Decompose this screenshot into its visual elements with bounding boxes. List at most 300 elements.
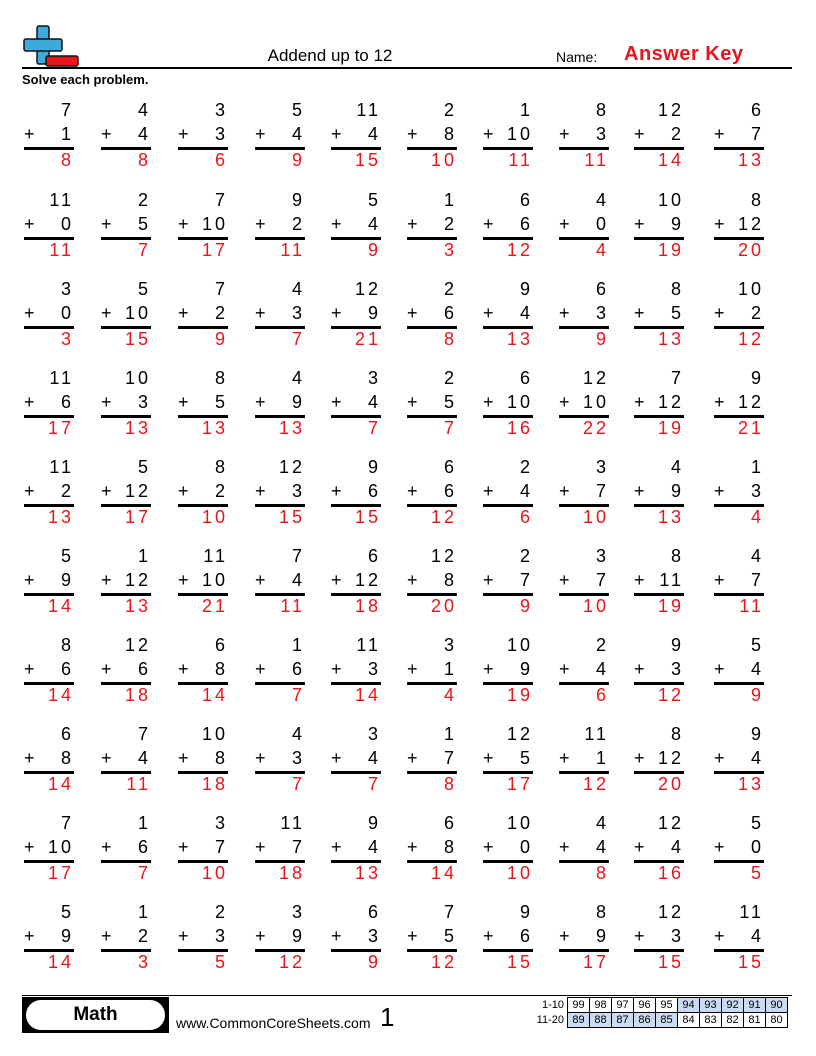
problem-answer: 14 — [430, 863, 457, 883]
problem — [178, 100, 228, 180]
problem-answer: 14 — [47, 596, 74, 616]
problem-top-addend: 4 — [595, 190, 609, 210]
score-cell: 92 — [722, 998, 744, 1013]
problem-answer: 11 — [280, 240, 305, 260]
plus-sign: + — [24, 926, 38, 946]
problem-answer: 10 — [430, 150, 457, 170]
problem-bottom-addend: 5 — [670, 303, 684, 323]
problem — [714, 100, 764, 180]
problem — [483, 190, 533, 270]
plus-sign: + — [101, 392, 115, 412]
plus-sign: + — [331, 392, 345, 412]
problem-answer: 8 — [137, 150, 151, 170]
problem-top-addend: 6 — [367, 902, 381, 922]
problem-answer: 6 — [214, 150, 228, 170]
plus-sign: + — [255, 392, 269, 412]
problem-answer: 3 — [443, 240, 457, 260]
problem — [178, 279, 228, 359]
problem-bottom-addend: 4 — [519, 481, 533, 501]
problem-answer: 15 — [657, 952, 684, 972]
plus-sign: + — [407, 214, 421, 234]
problem-bottom-addend: 3 — [670, 659, 684, 679]
problem — [255, 279, 305, 359]
problem-top-addend: 1 — [519, 100, 533, 120]
problem-bottom-addend: 9 — [291, 392, 305, 412]
problem-bottom-addend: 9 — [519, 659, 533, 679]
plus-sign: + — [483, 926, 497, 946]
problem-answer: 5 — [214, 952, 228, 972]
problem-bottom-addend: 8 — [60, 748, 74, 768]
problem-bottom-addend: 3 — [595, 303, 609, 323]
problem-bottom-addend: 3 — [214, 124, 228, 144]
plus-sign: + — [407, 303, 421, 323]
problem-top-addend: 4 — [137, 100, 151, 120]
plus-sign: + — [634, 570, 648, 590]
problem — [101, 279, 151, 359]
problem-answer: 14 — [47, 952, 74, 972]
problem-answer: 9 — [291, 150, 305, 170]
problem-bottom-addend: 0 — [519, 837, 533, 857]
plus-sign: + — [634, 926, 648, 946]
problem-bottom-addend: 10 — [506, 392, 533, 412]
problem-bottom-addend: 6 — [137, 837, 151, 857]
problem-bottom-addend: 9 — [670, 481, 684, 501]
plus-sign: + — [407, 748, 421, 768]
problem-bottom-addend: 9 — [670, 214, 684, 234]
score-cell: 86 — [634, 1013, 656, 1028]
problem-bottom-addend: 2 — [60, 481, 74, 501]
plus-sign: + — [483, 303, 497, 323]
problem-top-addend: 8 — [595, 100, 609, 120]
problem-answer: 9 — [750, 685, 764, 705]
plus-sign: + — [101, 481, 115, 501]
problem-answer: 15 — [506, 952, 533, 972]
problem — [559, 100, 609, 180]
problem — [559, 190, 609, 270]
problem-top-addend: 4 — [595, 813, 609, 833]
problem-bottom-addend: 7 — [443, 748, 457, 768]
score-cell: 96 — [634, 998, 656, 1013]
problem-answer: 9 — [519, 596, 533, 616]
problem-answer: 13 — [201, 418, 228, 438]
problem-answer: 14 — [354, 685, 381, 705]
plus-sign: + — [634, 392, 648, 412]
problem-top-addend: 8 — [670, 724, 684, 744]
problem-answer: 5 — [750, 863, 764, 883]
problem-bottom-addend: 6 — [519, 214, 533, 234]
score-row-label: 11-20 — [536, 1014, 564, 1026]
problem-bottom-addend: 4 — [291, 124, 305, 144]
subject-label: Math — [26, 1000, 165, 1030]
problem-top-addend: 7 — [670, 368, 684, 388]
plus-sign: + — [178, 659, 192, 679]
plus-sign: + — [255, 481, 269, 501]
problem-answer: 8 — [595, 863, 609, 883]
problem-answer: 19 — [506, 685, 533, 705]
score-row — [528, 1013, 788, 1028]
problem-top-addend: 11 — [356, 635, 381, 655]
problem — [559, 457, 609, 537]
score-cell: 90 — [766, 998, 788, 1013]
problem-top-addend: 1 — [750, 457, 764, 477]
problem-bottom-addend: 12 — [657, 392, 684, 412]
plus-sign: + — [178, 837, 192, 857]
problem-bottom-addend: 3 — [595, 124, 609, 144]
problem-answer: 15 — [737, 952, 764, 972]
problem — [483, 902, 533, 982]
plus-sign: + — [255, 214, 269, 234]
plus-sign: + — [255, 926, 269, 946]
problem-bottom-addend: 7 — [750, 124, 764, 144]
problem — [407, 457, 457, 537]
problem-top-addend: 8 — [750, 190, 764, 210]
problem-top-addend: 5 — [137, 457, 151, 477]
problem-answer: 9 — [367, 952, 381, 972]
problem-answer: 12 — [737, 329, 764, 349]
problem-bottom-addend: 1 — [443, 659, 457, 679]
problem-answer: 8 — [443, 774, 457, 794]
problem-answer: 15 — [354, 507, 381, 527]
plus-sign: + — [483, 392, 497, 412]
problem-bottom-addend: 12 — [657, 748, 684, 768]
problem-answer: 7 — [291, 329, 305, 349]
problem-top-addend: 11 — [280, 813, 305, 833]
problem-bottom-addend: 9 — [60, 570, 74, 590]
problem-answer: 9 — [595, 329, 609, 349]
problem-answer: 19 — [657, 240, 684, 260]
problem-answer: 11 — [126, 774, 151, 794]
problem — [178, 190, 228, 270]
score-table — [528, 997, 788, 1028]
problem-top-addend: 5 — [750, 813, 764, 833]
problem-top-addend: 4 — [291, 724, 305, 744]
plus-sign: + — [178, 481, 192, 501]
problem-bottom-addend: 2 — [670, 124, 684, 144]
problem-top-addend: 2 — [443, 100, 457, 120]
plus-sign: + — [178, 926, 192, 946]
problem-top-addend: 3 — [367, 368, 381, 388]
problem-bottom-addend: 0 — [595, 214, 609, 234]
problem-top-addend: 6 — [443, 813, 457, 833]
plus-sign: + — [559, 926, 573, 946]
problem — [714, 279, 764, 359]
problem — [634, 457, 684, 537]
worksheet-title: Addend up to 12 — [267, 46, 393, 65]
problem-top-addend: 10 — [657, 190, 684, 210]
plus-sign: + — [714, 659, 728, 679]
plus-sign: + — [101, 124, 115, 144]
problem — [407, 100, 457, 180]
problem — [559, 724, 609, 804]
problem — [483, 100, 533, 180]
problem-answer: 18 — [201, 774, 228, 794]
problem-answer: 13 — [737, 774, 764, 794]
problem-bottom-addend: 6 — [443, 303, 457, 323]
problem-top-addend: 2 — [595, 635, 609, 655]
score-cell: 83 — [700, 1013, 722, 1028]
problem-top-addend: 6 — [519, 368, 533, 388]
problem — [407, 190, 457, 270]
plus-sign: + — [634, 659, 648, 679]
problem — [255, 368, 305, 448]
problem-answer: 17 — [124, 507, 151, 527]
problem-top-addend: 4 — [291, 279, 305, 299]
problem — [714, 190, 764, 270]
plus-sign: + — [331, 570, 345, 590]
problem-bottom-addend: 9 — [291, 926, 305, 946]
problem-top-addend: 5 — [60, 902, 74, 922]
problem — [331, 546, 381, 626]
problem-answer: 4 — [595, 240, 609, 260]
problem-top-addend: 2 — [443, 279, 457, 299]
problem-top-addend: 11 — [356, 100, 381, 120]
score-cell: 82 — [722, 1013, 744, 1028]
problem-top-addend: 10 — [506, 635, 533, 655]
score-cell: 84 — [678, 1013, 700, 1028]
problem-bottom-addend: 4 — [367, 124, 381, 144]
problem — [559, 368, 609, 448]
problem-top-addend: 6 — [750, 100, 764, 120]
problem-top-addend: 11 — [739, 902, 764, 922]
problem-top-addend: 10 — [124, 368, 151, 388]
problem-answer: 7 — [291, 685, 305, 705]
problem-bottom-addend: 4 — [367, 748, 381, 768]
score-cell: 95 — [656, 998, 678, 1013]
problem-bottom-addend: 9 — [595, 926, 609, 946]
plus-sign: + — [483, 659, 497, 679]
problem-answer: 12 — [430, 507, 457, 527]
problem — [101, 457, 151, 537]
problem-top-addend: 11 — [49, 190, 74, 210]
problem-top-addend: 4 — [750, 546, 764, 566]
problem-bottom-addend: 2 — [214, 481, 228, 501]
plus-sign: + — [101, 926, 115, 946]
problem-answer: 20 — [657, 774, 684, 794]
problem-bottom-addend: 5 — [137, 214, 151, 234]
problem — [634, 546, 684, 626]
problem-top-addend: 12 — [657, 902, 684, 922]
problem-answer: 10 — [201, 507, 228, 527]
plus-sign: + — [714, 570, 728, 590]
plus-sign: + — [24, 392, 38, 412]
problem-bottom-addend: 0 — [60, 303, 74, 323]
problem-top-addend: 12 — [657, 813, 684, 833]
plus-sign: + — [255, 748, 269, 768]
problem-top-addend: 2 — [443, 368, 457, 388]
problem-answer: 10 — [201, 863, 228, 883]
problem-top-addend: 8 — [214, 368, 228, 388]
plus-sign: + — [331, 481, 345, 501]
problem-bottom-addend: 1 — [60, 124, 74, 144]
problem-bottom-addend: 11 — [659, 570, 684, 590]
problem-bottom-addend: 6 — [291, 659, 305, 679]
plus-sign: + — [714, 303, 728, 323]
problem-top-addend: 3 — [595, 457, 609, 477]
problem-bottom-addend: 3 — [750, 481, 764, 501]
plus-sign: + — [24, 748, 38, 768]
problem-bottom-addend: 4 — [595, 659, 609, 679]
plus-sign: + — [714, 748, 728, 768]
problem-answer: 17 — [47, 863, 74, 883]
problem-bottom-addend: 5 — [214, 392, 228, 412]
problem — [24, 100, 74, 180]
problem — [634, 902, 684, 982]
problem — [407, 902, 457, 982]
plus-sign: + — [483, 214, 497, 234]
problem-top-addend: 8 — [214, 457, 228, 477]
problem-top-addend: 2 — [214, 902, 228, 922]
problem-answer: 13 — [124, 418, 151, 438]
plus-sign: + — [24, 570, 38, 590]
problem-answer: 6 — [595, 685, 609, 705]
problem — [714, 813, 764, 893]
problem-bottom-addend: 4 — [595, 837, 609, 857]
problem-top-addend: 9 — [519, 279, 533, 299]
problem — [178, 902, 228, 982]
problem-bottom-addend: 4 — [519, 303, 533, 323]
problem-bottom-addend: 3 — [367, 926, 381, 946]
problem — [483, 457, 533, 537]
problem-answer: 13 — [506, 329, 533, 349]
problem — [24, 279, 74, 359]
problem-bottom-addend: 7 — [750, 570, 764, 590]
problem — [331, 190, 381, 270]
problem — [24, 813, 74, 893]
problem-answer: 18 — [278, 863, 305, 883]
problem-top-addend: 6 — [443, 457, 457, 477]
plus-sign: + — [714, 926, 728, 946]
problem-top-addend: 7 — [214, 279, 228, 299]
problem — [101, 813, 151, 893]
problem-top-addend: 5 — [750, 635, 764, 655]
problem-bottom-addend: 4 — [367, 392, 381, 412]
problem-answer: 17 — [582, 952, 609, 972]
problem-bottom-addend: 1 — [595, 748, 609, 768]
problem-answer: 18 — [124, 685, 151, 705]
problem-answer: 3 — [137, 952, 151, 972]
problem — [559, 902, 609, 982]
score-cell: 81 — [744, 1013, 766, 1028]
problem-top-addend: 2 — [519, 457, 533, 477]
problem — [483, 635, 533, 715]
plus-sign: + — [101, 837, 115, 857]
problem-bottom-addend: 3 — [137, 392, 151, 412]
problem-top-addend: 9 — [750, 368, 764, 388]
problem — [559, 813, 609, 893]
problem — [407, 813, 457, 893]
plus-sign: + — [255, 303, 269, 323]
problem-answer: 12 — [278, 952, 305, 972]
plus-sign: + — [24, 303, 38, 323]
problem-bottom-addend: 4 — [291, 570, 305, 590]
problem-top-addend: 9 — [670, 635, 684, 655]
problem — [714, 635, 764, 715]
problem-answer: 14 — [47, 774, 74, 794]
problem-answer: 12 — [506, 240, 533, 260]
problem-top-addend: 11 — [49, 368, 74, 388]
problem-bottom-addend: 3 — [214, 926, 228, 946]
name-label: Name: — [556, 49, 598, 65]
problem-top-addend: 6 — [214, 635, 228, 655]
problem — [331, 813, 381, 893]
problem-bottom-addend: 2 — [443, 214, 457, 234]
problem-bottom-addend: 4 — [137, 748, 151, 768]
problem-answer: 11 — [280, 596, 305, 616]
plus-sign: + — [559, 303, 573, 323]
problem-bottom-addend: 0 — [60, 214, 74, 234]
plus-sign: + — [483, 748, 497, 768]
plus-sign: + — [407, 392, 421, 412]
problem — [178, 368, 228, 448]
problem-bottom-addend: 5 — [443, 926, 457, 946]
problem — [255, 100, 305, 180]
problem-answer: 19 — [657, 596, 684, 616]
plus-sign: + — [255, 124, 269, 144]
plus-sign: + — [101, 214, 115, 234]
problem — [407, 546, 457, 626]
score-cell: 85 — [656, 1013, 678, 1028]
problem-bottom-addend: 4 — [750, 659, 764, 679]
plus-sign: + — [483, 837, 497, 857]
problem-bottom-addend: 6 — [60, 659, 74, 679]
problem-bottom-addend: 2 — [137, 926, 151, 946]
problem-top-addend: 3 — [595, 546, 609, 566]
plus-sign: + — [407, 570, 421, 590]
problem-bottom-addend: 3 — [367, 659, 381, 679]
problem — [407, 279, 457, 359]
problem — [255, 546, 305, 626]
problem-bottom-addend: 10 — [124, 303, 151, 323]
problem-top-addend: 4 — [670, 457, 684, 477]
problem-answer: 11 — [508, 150, 533, 170]
problem-answer: 13 — [124, 596, 151, 616]
problem — [634, 279, 684, 359]
problem-answer: 13 — [657, 507, 684, 527]
score-cell: 93 — [700, 998, 722, 1013]
problem-top-addend: 5 — [137, 279, 151, 299]
problem-bottom-addend: 9 — [367, 303, 381, 323]
plus-sign: + — [178, 392, 192, 412]
problem — [178, 635, 228, 715]
problem — [483, 813, 533, 893]
plus-sign: + — [714, 124, 728, 144]
plus-sign: + — [24, 124, 38, 144]
problem-top-addend: 5 — [60, 546, 74, 566]
plus-sign: + — [407, 926, 421, 946]
problem — [24, 190, 74, 270]
answer-key-label: Answer Key — [624, 43, 744, 65]
problem-top-addend: 9 — [750, 724, 764, 744]
problem-bottom-addend: 0 — [750, 837, 764, 857]
plus-sign: + — [559, 124, 573, 144]
problem-answer: 13 — [354, 863, 381, 883]
problem — [714, 546, 764, 626]
plus-sign: + — [407, 124, 421, 144]
problem-bottom-addend: 8 — [443, 837, 457, 857]
problem-bottom-addend: 4 — [670, 837, 684, 857]
problem — [634, 368, 684, 448]
problem-top-addend: 12 — [506, 724, 533, 744]
problem — [101, 190, 151, 270]
problem — [255, 902, 305, 982]
problem-answer: 11 — [739, 596, 764, 616]
problem — [178, 457, 228, 537]
plus-sign: + — [331, 124, 345, 144]
score-cell: 94 — [678, 998, 700, 1013]
problem — [101, 100, 151, 180]
problem-answer: 13 — [657, 329, 684, 349]
problem-top-addend: 8 — [595, 902, 609, 922]
